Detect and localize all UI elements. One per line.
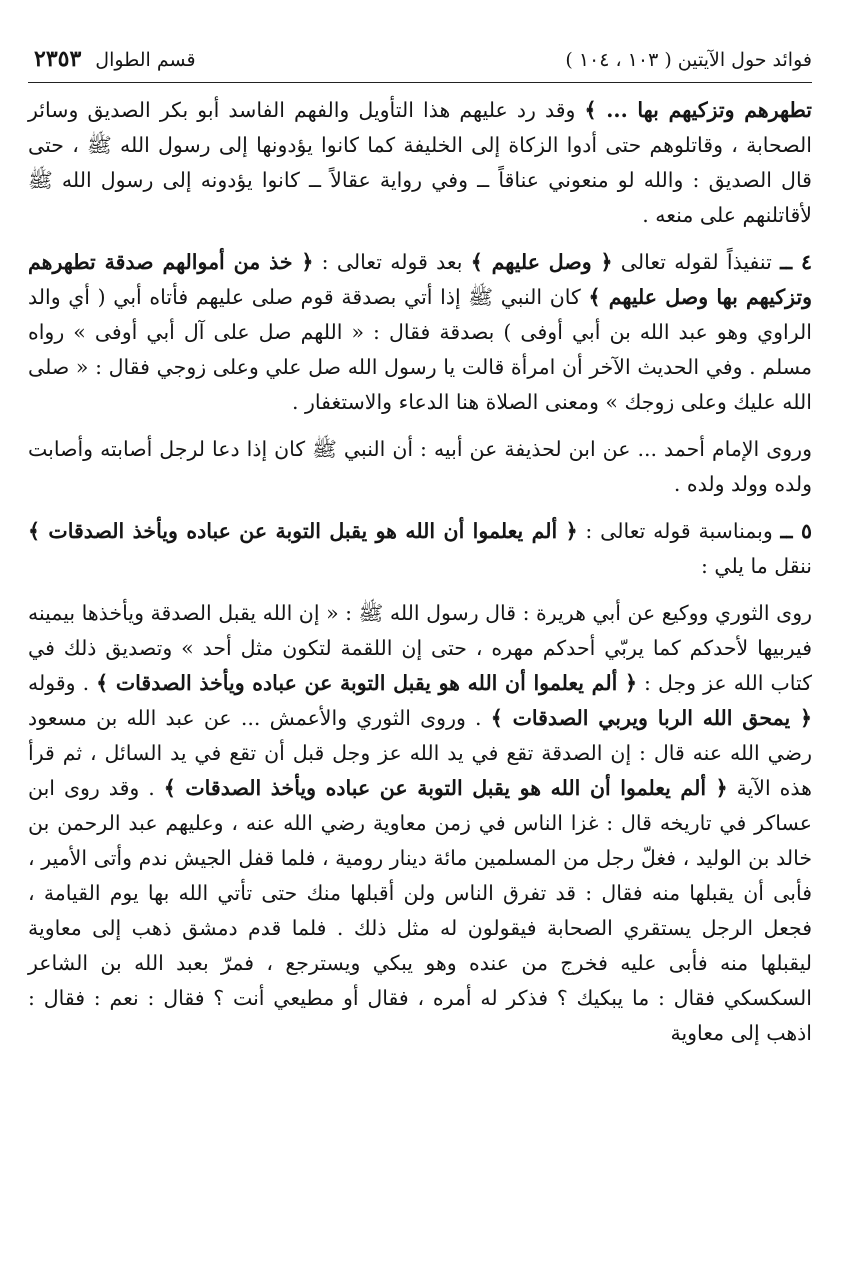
text-segment: . وقد روى ابن عساكر في تاريخه قال : غزا الناس في زمن معاوية رضي الله عنه ، وعليهم عبد الرحمن بن خالد بن الوليد ، فغلّ رجل من المسلمين مائة دينار رومية ، فلما قفل الجيش ندم وأتى الأمير ، فأبى أن يقبلها منه فقال : قد تفرق الناس ولن أقبلها منك حتى تأتي الله بها يوم القيامة ، فجعل الرجل يستقري الصحابة فيقولون له مثل ذلك . فلما قدم دمشق ذهب إلى معاوية ليقبلها منه فأبى عليه فخرج من عنده وهو يبكي ويسترجع ، فمرّ بعبد الله بن الشاعر السكسكي فقال : ما يبكيك ؟ فذكر له أمره ، فقال أو مطيعي أنت ؟ فقال : نعم : فقال : اذهب إلى معاوية: [28, 776, 812, 1045]
item-number: ٥ ــ: [780, 519, 812, 543]
text-segment: كان النبي ﷺ إذا أتي بصدقة قوم صلى عليهم فأتاه أبي ( أي والد الراوي وهو عبد الله بن أبي أوفى ) بصدقة فقال : « اللهم صل على آل أبي أوفى » رواه مسلم . وفي الحديث الآخر أن امرأة قالت يا رسول الله صل علي وعلى زوجي فقال : « صلى الله عليك وعلى زوجك » ومعنى الصلاة هنا الدعاء والاستغفار .: [28, 285, 812, 414]
quran-quote: ﴿ خذ من أموالهم صدقة تطهرهم وتزكيهم بها وصل عليهم ﴾: [28, 250, 812, 309]
running-header: [28, 46, 812, 83]
page-number: ٢٣٥٣: [34, 46, 82, 72]
text-segment: تطهرهم وتزكيهم بها ... ﴾: [584, 98, 812, 122]
text-segment: بعد قوله تعالى :: [313, 250, 471, 274]
paragraph-5: [28, 596, 812, 1051]
header-left-group: [28, 46, 196, 72]
quran-quote: ﴿ ألم يعلموا أن الله هو يقبل التوبة عن عباده ويأخذ الصدقات ﴾: [163, 776, 728, 800]
paragraph-2: [28, 245, 812, 420]
quran-quote: ﴿ ألم يعلموا أن الله هو يقبل التوبة عن عباده ويأخذ الصدقات ﴾: [28, 519, 578, 543]
text-segment: وروى الإمام أحمد ... عن ابن لحذيفة عن أبيه : أن النبي ﷺ كان إذا دعا لرجل أصابته وأصابت ولده وولد ولده .: [28, 437, 812, 496]
quran-quote: ﴿ ألم يعلموا أن الله هو يقبل التوبة عن عباده ويأخذ الصدقات ﴾: [96, 671, 637, 695]
text-segment: تنفيذاً لقوله تعالى: [612, 250, 781, 274]
item-number: ٤ ــ: [780, 250, 812, 274]
section-title: قسم الطوال: [95, 49, 196, 71]
text-segment: ننقل ما يلي :: [700, 554, 812, 578]
quran-quote: ﴿ يمحق الله الربا ويربي الصدقات ﴾: [490, 706, 812, 730]
paragraph-3: [28, 432, 812, 502]
quran-quote: ﴿ وصل عليهم ﴾: [470, 250, 613, 274]
text-segment: . وروى الثوري والأعمش ... عن عبد الله بن مسعود رضي الله عنه قال : إن الصدقة تقع في يد الله عز وجل قبل أن تقع في يد السائل ، ثم قرأ هذه الآية: [28, 706, 812, 800]
text-segment: . وقوله: [28, 671, 97, 695]
text-segment: وقد رد عليهم هذا التأويل والفهم الفاسد أبو بكر الصديق وسائر الصحابة ، وقاتلوهم حتى أدوا الزكاة إلى الخليفة كما كانوا يؤدونها إلى رسول الله ﷺ ، حتى قال الصديق : والله لو منعوني عناقاً ــ وفي رواية عقالاً ــ كانوا يؤدونه إلى رسول الله ﷺ لأقاتلنهم على منعه .: [28, 98, 812, 227]
paragraph-4: [28, 514, 812, 584]
chapter-title: فوائد حول الآيتين ( ١٠٣ ، ١٠٤ ): [565, 49, 812, 71]
text-segment: وبمناسبة قوله تعالى :: [577, 519, 781, 543]
paragraph-1: [28, 93, 812, 233]
text-segment: روى الثوري ووكيع عن أبي هريرة : قال رسول الله ﷺ : « إن الله يقبل الصدقة ويأخذها بيمينه فيربيها لأحدكم كما يربّي أحدكم مهره ، حتى إن اللقمة لتكون مثل أحد » وتصديق ذلك في كتاب الله عز وجل :: [28, 601, 812, 695]
page-body: [28, 93, 812, 1051]
